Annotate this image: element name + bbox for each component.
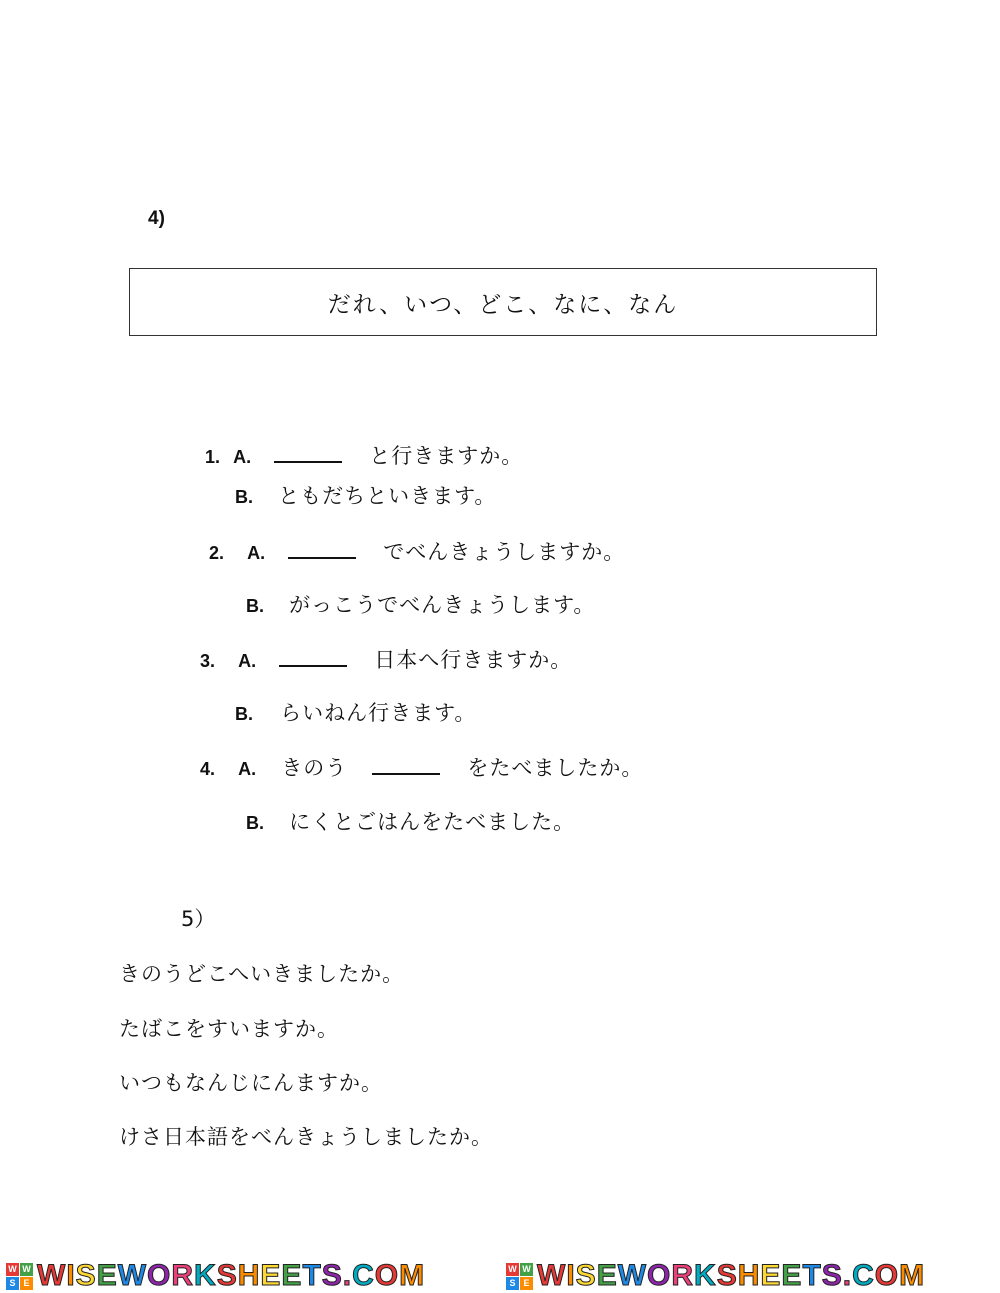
question-3-a — [200, 644, 572, 674]
question-3-a-text: 日本へ行きますか。 — [374, 648, 573, 672]
question-4-a-pre: きのう — [281, 756, 348, 780]
question-4-b-text: にくとごはんをたべました。 — [289, 810, 576, 834]
question-2-b-text: がっこうでべんきょうします。 — [289, 593, 596, 617]
question-4-a — [200, 752, 643, 782]
brand-text: WISEWORKSHEETS.COM — [537, 1259, 926, 1292]
question-3-b-text: らいねん行きます。 — [280, 701, 477, 725]
brand-logo-icon: W W S E — [6, 1263, 33, 1290]
question-3-number: 3. — [200, 651, 216, 671]
section-4-number: 4) — [148, 208, 165, 229]
question-3-blank[interactable] — [279, 663, 347, 667]
question-4-a-text: をたべましたか。 — [467, 756, 644, 780]
sentence-4: けさ日本語をべんきょうしましたか。 — [119, 1125, 493, 1149]
question-4-blank[interactable] — [372, 771, 440, 775]
question-4-number: 4. — [200, 759, 216, 779]
brand-logo-icon: W W S E — [506, 1263, 533, 1290]
question-1-b-text: ともだちといきます。 — [278, 484, 497, 508]
question-1-a — [205, 440, 523, 470]
sentence-1: きのうどこへいきましたか。 — [119, 962, 405, 986]
question-3-b — [235, 697, 476, 727]
word-bank-box — [129, 268, 877, 336]
question-2-number: 2. — [209, 543, 225, 563]
footer-watermark — [0, 1255, 1000, 1291]
question-3-a-label: A. — [238, 651, 257, 671]
question-2-b — [246, 589, 595, 619]
question-4-a-label: A. — [238, 759, 257, 779]
footer-brand-1 — [6, 1259, 425, 1293]
question-2-blank[interactable] — [288, 555, 356, 559]
question-1-number: 1. — [205, 447, 221, 467]
question-1-a-label: A. — [233, 447, 252, 467]
question-2-a — [209, 536, 625, 566]
question-1-blank[interactable] — [274, 459, 342, 463]
question-1-b — [235, 480, 496, 510]
question-1-a-text: と行きますか。 — [369, 444, 524, 468]
question-3-b-label: B. — [235, 704, 253, 724]
question-4-b — [246, 806, 575, 836]
brand-text: WISEWORKSHEETS.COM — [37, 1259, 426, 1292]
question-2-b-label: B. — [246, 596, 264, 616]
word-bank-text: だれ、いつ、どこ、なに、なん — [327, 291, 679, 318]
question-1-b-label: B. — [235, 487, 253, 507]
footer-brand-2 — [506, 1259, 925, 1293]
section-5-number: 5） — [181, 907, 216, 931]
question-2-a-label: A. — [247, 543, 266, 563]
question-2-a-text: でべんきょうしますか。 — [383, 540, 626, 564]
sentence-3: いつもなんじにんますか。 — [119, 1071, 383, 1095]
sentence-2: たばこをすいますか。 — [119, 1017, 339, 1041]
question-4-b-label: B. — [246, 813, 264, 833]
